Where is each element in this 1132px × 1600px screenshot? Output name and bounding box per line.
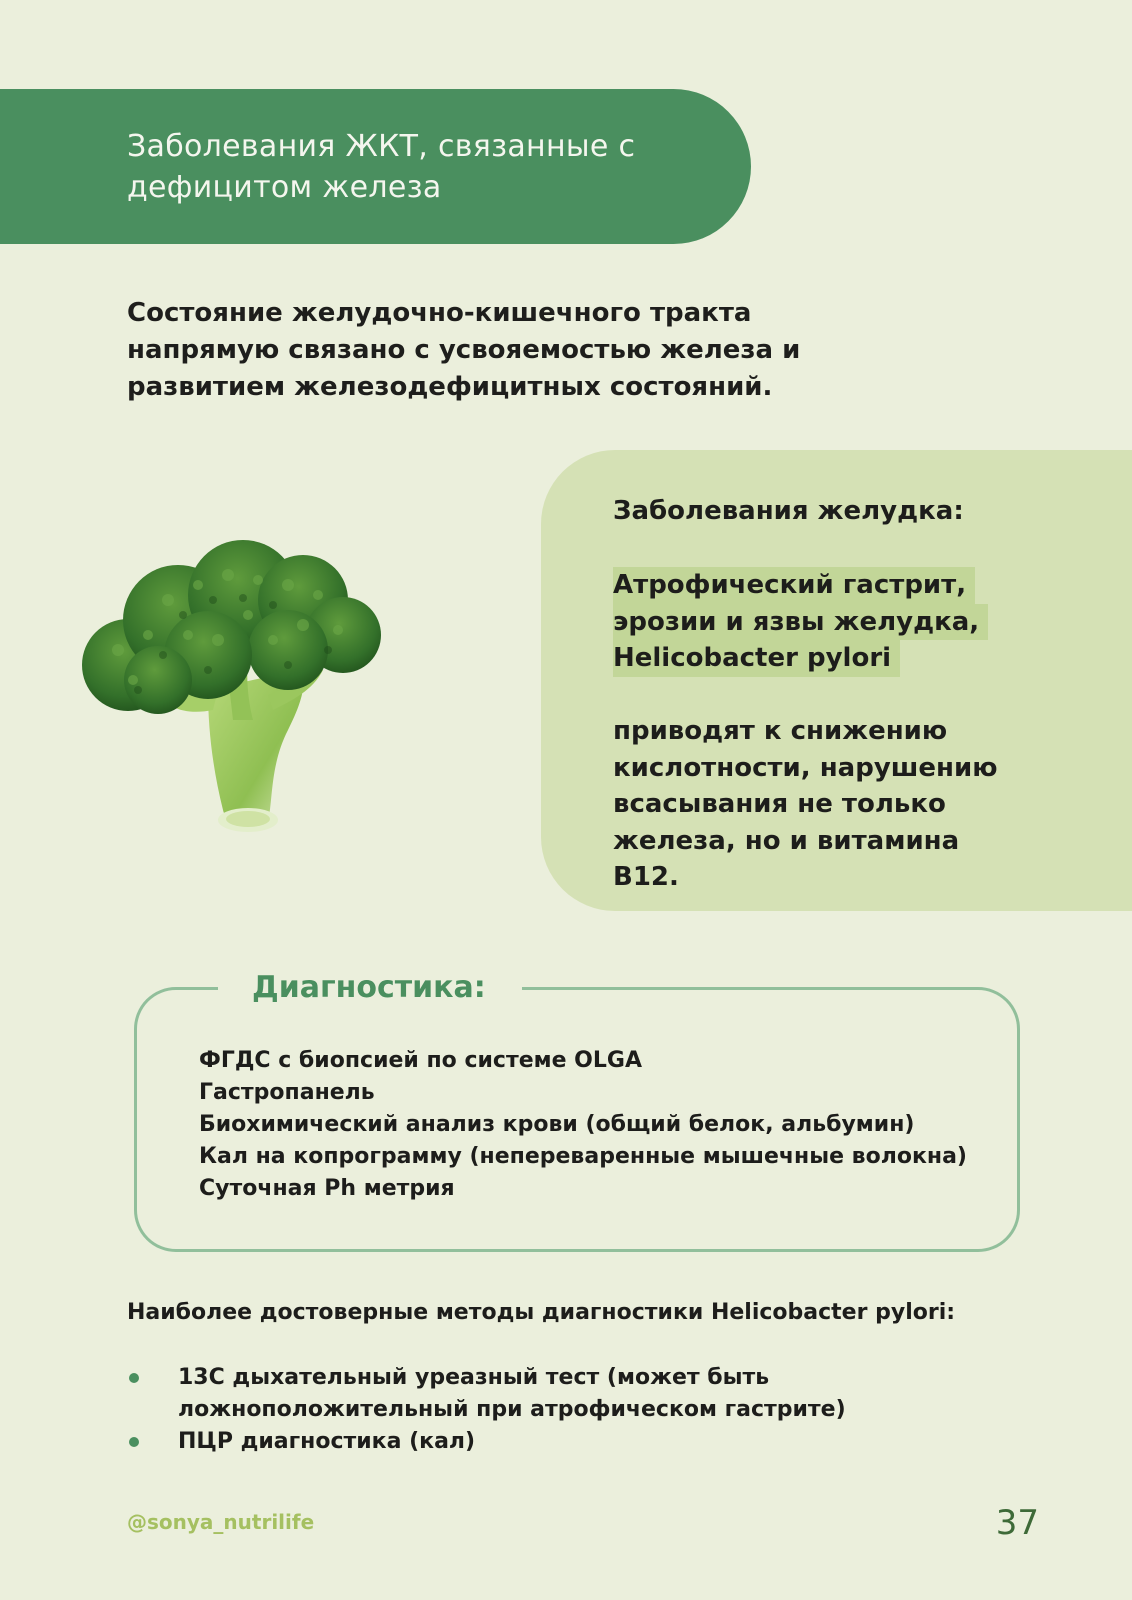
diagnostics-list <box>199 1045 967 1205</box>
list-item: Кал на копрограмму (непереваренные мышечные волокна) <box>199 1144 967 1169</box>
broccoli-image <box>58 540 398 850</box>
disease-effects-text: приводят к снижению кислотности, нарушению всасывания не только железа, но и витамина В12. <box>613 716 998 892</box>
bullet-icon <box>129 1437 139 1447</box>
list-item <box>127 1362 987 1426</box>
intro-paragraph: Состояние желудочно-кишечного тракта напрямую связано с усвояемостью железа и развитием железодефицитных состояний. <box>127 298 801 402</box>
disease-item: Атрофический гастрит, <box>613 567 975 604</box>
list-item: Гастропанель <box>199 1080 375 1105</box>
helicobacter-methods-list <box>127 1362 987 1458</box>
list-item-text: 13С дыхательный уреазный тест (может быть ложноположительный при атрофическом гастрите) <box>178 1365 846 1422</box>
list-item-text: ПЦР диагностика (кал) <box>178 1429 476 1454</box>
bullet-icon <box>129 1373 139 1383</box>
highlighted-diseases <box>613 567 988 677</box>
stomach-diseases-title: Заболевания желудка: <box>613 496 964 526</box>
disease-item: эрозии и язвы желудка, <box>613 604 988 641</box>
list-item <box>127 1426 987 1458</box>
page-title: Заболевания ЖКТ, связанные с дефицитом железа <box>127 129 636 205</box>
list-item: Суточная Ph метрия <box>199 1176 455 1201</box>
disease-item: Helicobacter pylori <box>613 640 900 677</box>
page-number: 37 <box>995 1503 1039 1543</box>
list-item: ФГДС с биопсией по системе OLGA <box>199 1048 642 1073</box>
list-item: Биохимический анализ крови (общий белок, альбумин) <box>199 1112 915 1137</box>
author-handle: @sonya_nutrilife <box>127 1510 315 1534</box>
diagnostics-title: Диагностика: <box>218 968 522 1008</box>
helicobacter-methods-title: Наиболее достоверные методы диагностики Helicobacter pylori: <box>127 1300 956 1325</box>
